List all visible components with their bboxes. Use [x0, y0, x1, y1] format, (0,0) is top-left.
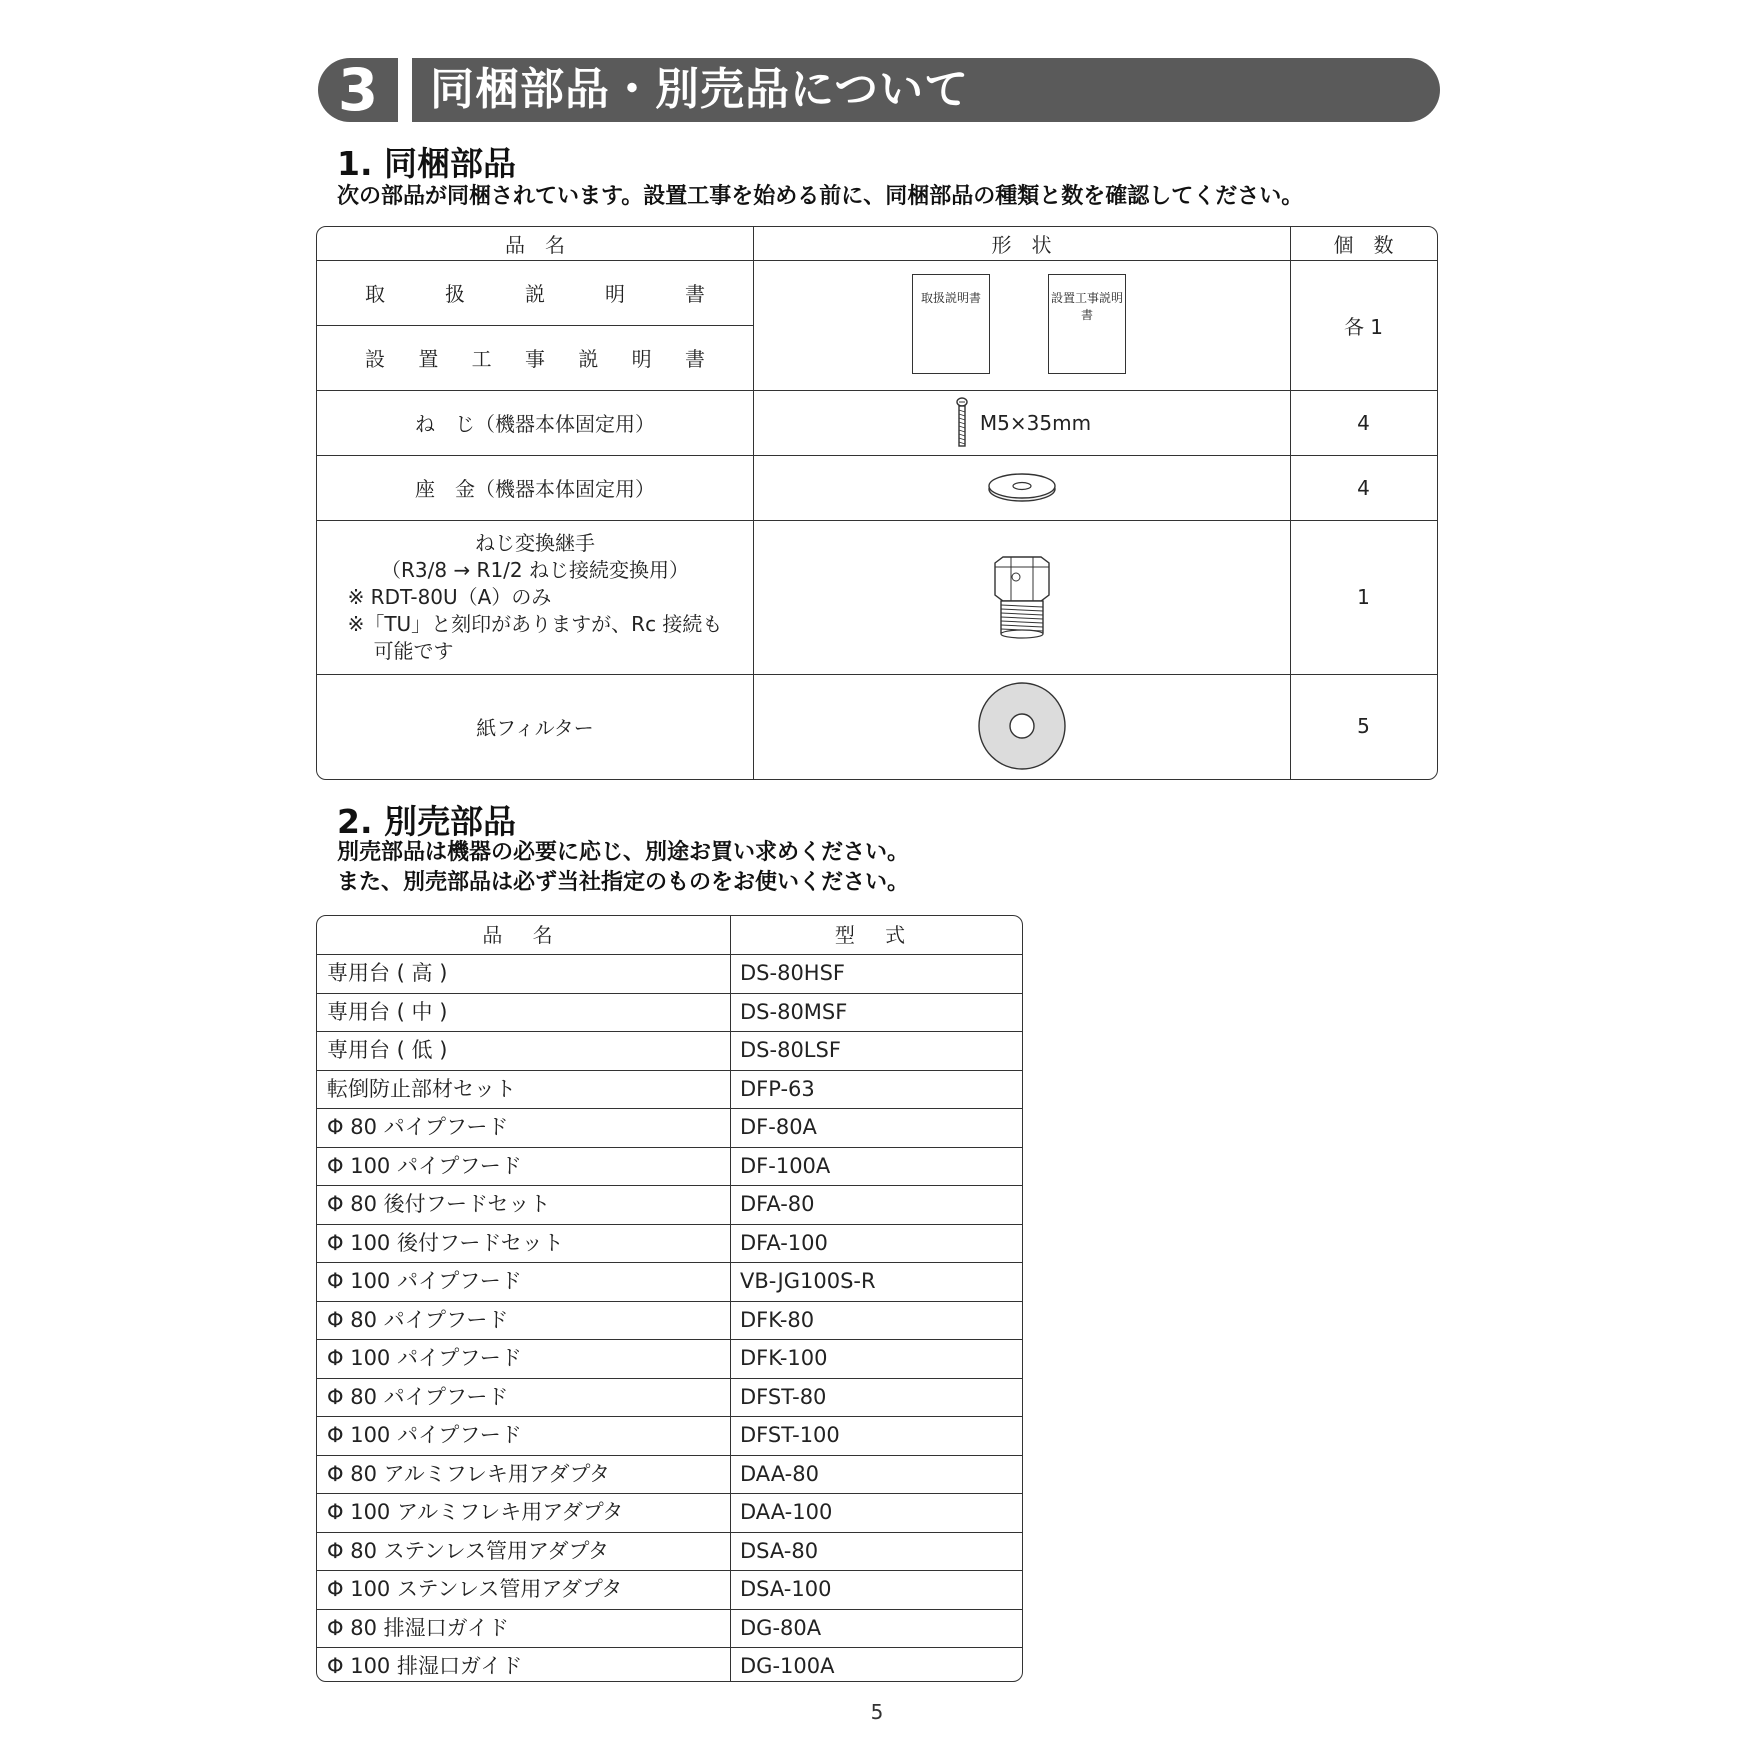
- optional-row-model: VB-JG100S-R: [740, 1269, 876, 1293]
- adapter-line-1: ねじ変換継手: [475, 530, 595, 555]
- optional-row-model: DFP-63: [740, 1076, 815, 1101]
- optional-intro-1: 別売部品は機器の必要に応じ、別途お買い求めください。: [337, 840, 910, 865]
- row-name-washer: 座 金（機器本体固定用）: [415, 477, 655, 501]
- optional-row-name: Φ 80 排湿口ガイド: [327, 1615, 509, 1640]
- optional-row-model: DG-100A: [740, 1654, 835, 1678]
- spread-text: 取 扱 説 明 書: [365, 282, 705, 306]
- optional-row-name: Φ 100 アルミフレキ用アダプタ: [327, 1500, 624, 1524]
- adapter-line-3: ※ RDT-80U（A）のみ: [347, 584, 552, 609]
- optional-row-model: DFK-100: [740, 1346, 828, 1370]
- optional-row-name: 専用台 ( 中 ): [327, 999, 448, 1024]
- washer-icon: [986, 472, 1058, 504]
- optional-row-name: Φ 80 パイプフード: [327, 1307, 509, 1332]
- row-name-adapter: [317, 520, 753, 674]
- col-header-name: 品 名: [505, 233, 565, 257]
- adapter-description: [348, 530, 723, 665]
- row-qty-washer: 4: [1357, 475, 1370, 500]
- adapter-line-4: ※「TU」と刻印がありますが、Rc 接続も: [347, 611, 723, 636]
- optional-row-name: Φ 100 パイプフード: [327, 1153, 522, 1178]
- paper-filter-icon: [976, 680, 1068, 772]
- col-header-qty: 個 数: [1333, 233, 1394, 257]
- row-name-operation-manual: [317, 260, 753, 325]
- row-shape-screw: [753, 390, 1290, 455]
- included-parts-table: [316, 226, 1438, 780]
- col-header-model: 型 式: [834, 923, 918, 947]
- row-qty-screw: 4: [1357, 410, 1370, 435]
- optional-row-model: DAA-100: [740, 1500, 833, 1524]
- row-shape-filter: [753, 674, 1290, 778]
- spread-text: 設 置 工 事 説 明 書: [365, 347, 705, 371]
- optional-row-model: DS-80LSF: [740, 1038, 841, 1062]
- screw-size-label: M5×35mm: [979, 410, 1092, 435]
- optional-heading: 2. 別売部品: [337, 802, 516, 841]
- optional-row-name: Φ 80 パイプフード: [327, 1384, 509, 1409]
- optional-row-model: DS-80MSF: [740, 999, 848, 1024]
- section-title: 同梱部品・別売品について: [412, 58, 1440, 122]
- optional-row-model: DFK-80: [740, 1307, 815, 1332]
- optional-row-name: 専用台 ( 低 ): [327, 1038, 448, 1062]
- optional-row-model: DF-100A: [740, 1153, 831, 1178]
- optional-row-name: Φ 100 パイプフード: [327, 1269, 522, 1293]
- install-manual-illustration: 設置工事説明書: [1048, 274, 1126, 374]
- optional-row-name: 転倒防止部材セット: [327, 1076, 516, 1101]
- included-heading: 1. 同梱部品: [337, 144, 516, 183]
- adapter-line-2: （R3/8 → R1/2 ねじ接続変換用）: [381, 557, 689, 582]
- optional-row-name: Φ 80 パイプフード: [327, 1115, 509, 1139]
- optional-row-model: DFST-100: [740, 1423, 840, 1447]
- adapter-fitting-icon: [989, 555, 1055, 639]
- row-name-install-manual: [317, 325, 753, 390]
- optional-row-name: Φ 100 後付フードセット: [327, 1230, 564, 1255]
- optional-row-name: Φ 100 排湿口ガイド: [327, 1654, 523, 1678]
- optional-row-name: Φ 100 ステンレス管用アダプタ: [327, 1577, 623, 1601]
- optional-parts-table: [316, 915, 1023, 1682]
- optional-row-model: DFA-80: [740, 1192, 815, 1216]
- optional-row-name: Φ 80 アルミフレキ用アダプタ: [327, 1461, 610, 1486]
- optional-row-model: DSA-80: [740, 1538, 819, 1563]
- optional-row-model: DSA-100: [740, 1577, 832, 1601]
- optional-row-name: Φ 100 パイプフード: [327, 1423, 522, 1447]
- optional-row-model: DAA-80: [740, 1461, 819, 1486]
- row-shape-adapter: [753, 520, 1290, 674]
- included-intro: 次の部品が同梱されています。設置工事を始める前に、同梱部品の種類と数を確認してください。: [337, 184, 1304, 209]
- row-name-filter: 紙フィルター: [476, 715, 594, 740]
- operation-manual-illustration: 取扱説明書: [912, 274, 990, 374]
- row-qty-filter: 5: [1357, 714, 1370, 738]
- row-qty-manuals: 各 1: [1343, 314, 1384, 339]
- row-qty-adapter: 1: [1357, 585, 1370, 609]
- col-header-shape: 形 状: [991, 233, 1052, 257]
- optional-row-name: Φ 80 ステンレス管用アダプタ: [327, 1538, 610, 1563]
- optional-intro-2: また、別売部品は必ず当社指定のものをお使いください。: [337, 870, 910, 895]
- section-banner: [318, 58, 1440, 122]
- page-number: 5: [870, 1700, 884, 1724]
- adapter-line-5: 可能です: [373, 638, 454, 663]
- optional-row-model: DS-80HSF: [740, 961, 845, 985]
- optional-row-name: Φ 100 パイプフード: [327, 1346, 522, 1370]
- section-number: 3: [318, 58, 398, 122]
- col-header-name: 品 名: [482, 923, 565, 947]
- optional-row-name: 専用台 ( 高 ): [327, 961, 448, 985]
- optional-row-model: DG-80A: [740, 1615, 822, 1640]
- optional-row-model: DFST-80: [740, 1384, 827, 1409]
- optional-row-name: Φ 80 後付フードセット: [327, 1192, 551, 1216]
- row-name-screw: ね じ（機器本体固定用）: [415, 412, 655, 436]
- optional-row-model: DFA-100: [740, 1230, 828, 1255]
- row-shape-washer: [753, 455, 1290, 520]
- optional-row-model: DF-80A: [740, 1115, 817, 1139]
- screw-icon: [952, 397, 972, 449]
